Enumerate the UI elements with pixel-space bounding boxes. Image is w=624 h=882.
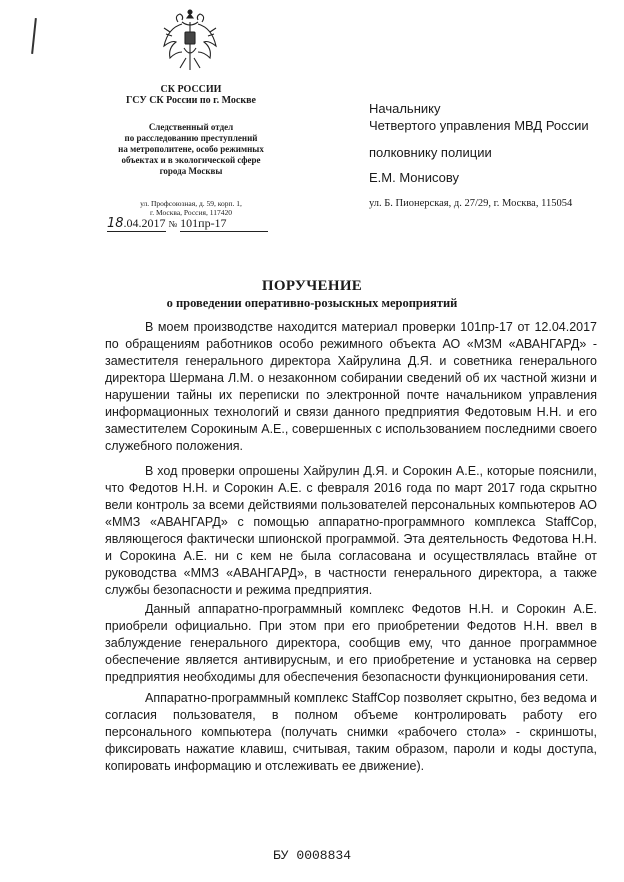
- body-paragraph: В ход проверки опрошены Хайрулин Д.Я. и Сорокин А.Е., которые пояснили, что Федотов Н.Н. и Сорокин А.Е. с февраля 2016 года по март 2017 года скрытно вели контроль за всеми действиями пользователей персональных компьютеров АО «ММЗ «АВАНГАРД» с помощью аппаратно-программного комплекса StaffCop, являющегося фактически шпионской программой. Эта деятельность Федотова Н.Н. и Сорокина А.Е. ни с кем не была согласована и осуществлялась втайне от руководства «ММЗ «АВАНГАРД», в частности генерального директора, а также службы безопасности и режима предприятия.: [105, 464, 597, 597]
- body-paragraph: В моем производстве находится материал проверки 101пр-17 от 12.04.2017 по обращениям работников особо режимного объекта АО «МЗМ «АВАНГАРД» - заместителя генерального директора Хайрулина Д.Я. и советника генерального директора Шермана Л.М. о незаконном собирании сведений об их частной жизни и нарушении тайны их переписки по электронной почте начальником управления информационных технологий и связи данного предприятия Федотовым Н.Н. и его заместителем Сорокиным А.Е., совершенных с использованием последними своего служебного положения.: [105, 320, 597, 453]
- registration-line: [107, 216, 271, 232]
- pen-mark: [31, 18, 37, 54]
- double-headed-eagle-emblem-icon: [160, 8, 220, 72]
- issuer-block: [108, 84, 274, 217]
- addressee-rank: полковнику полиции: [369, 145, 492, 160]
- addressee-address: ул. Б. Пионерская, д. 27/29, г. Москва, 115054: [369, 198, 573, 209]
- body-paragraph: Данный аппаратно-программный комплекс Федотов Н.Н. и Сорокин А.Е. приобрели официально. При этом при его приобретении Федотов Н.Н. ввел в заблуждение генерального директора, сообщив ему, что данное программное обеспечение является антивирусным, и его приобретение и установка на сервер предприятия необходимы для обеспечения безопасности функционирования сети.: [105, 602, 597, 684]
- addressee-name: Е.М. Монисову: [369, 170, 459, 185]
- registration-date: .04.2017: [123, 216, 166, 230]
- issuer-department: Следственный отдел по расследованию преступлений на метрополитене, особо режимных объектах и в экологической сфере города Москвы: [118, 122, 264, 176]
- document-subtitle: о проведении оперативно-розыскных мероприятий: [166, 296, 458, 310]
- form-serial-number: БУ 0008834: [272, 848, 351, 863]
- addressee-position: Начальнику: [369, 101, 441, 116]
- body-paragraph: Аппаратно-программный комплекс StaffCop позволяет скрытно, без ведома и согласия пользователя, в полном объеме контролировать работу его персонального компьютера (получать снимки «рабочего стола» - скриншоты, фиксировать нажатие клавиш, считывая, таким образом, пароли и коды доступа, копировать информацию и отслеживать ее движение).: [105, 691, 597, 773]
- issuer-org-line2: ГСУ СК России по г. Москве: [126, 95, 256, 106]
- document-body: [105, 319, 597, 783]
- number-sign: №: [168, 219, 178, 229]
- registration-number: 101пр-17: [180, 216, 268, 232]
- registration-day: 18: [107, 216, 124, 231]
- issuer-address: ул. Профсоюзная, д. 59, корп. 1, г. Москва, Россия, 117420: [140, 199, 242, 217]
- addressee-department: Четвертого управления МВД России: [369, 118, 589, 133]
- issuer-org-line1: СК РОССИИ: [160, 84, 222, 95]
- addressee-block: [369, 100, 619, 209]
- document-title: ПОРУЧЕНИЕ: [261, 278, 363, 294]
